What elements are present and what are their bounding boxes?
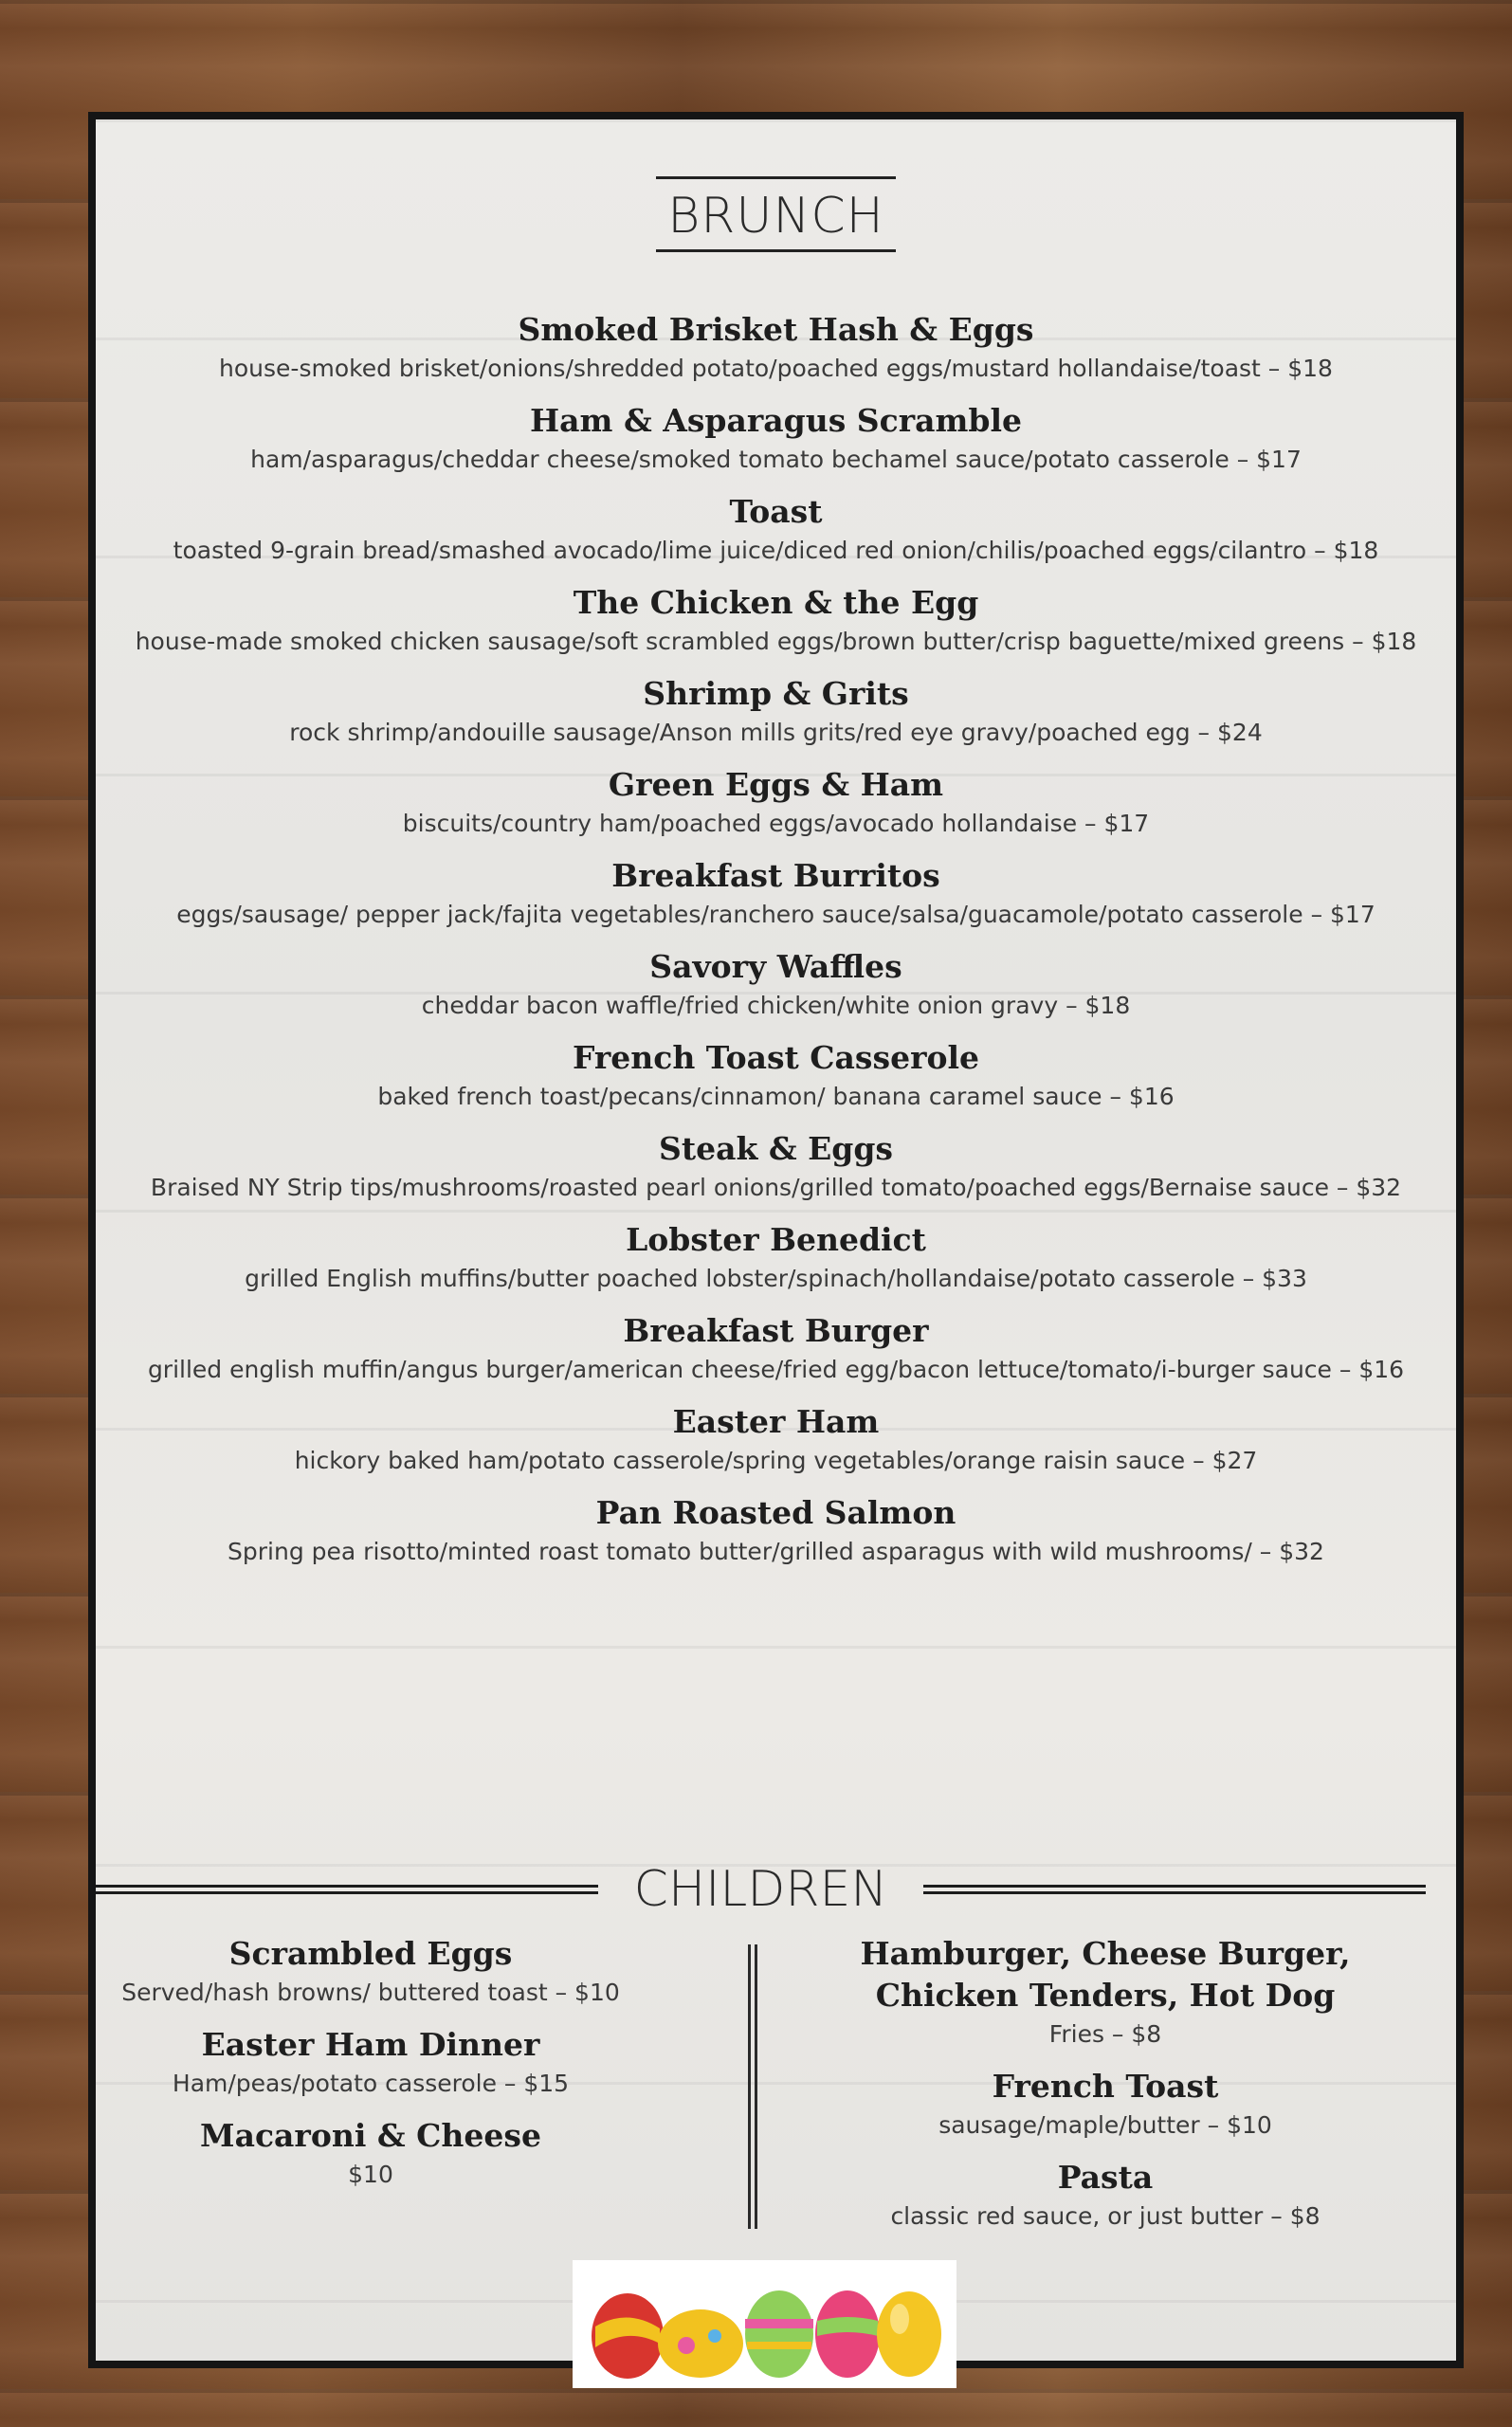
egg-2: [658, 2309, 743, 2378]
item-name: Macaroni & Cheese: [200, 2117, 541, 2154]
item-description: sausage/maple/butter – $10: [938, 2111, 1272, 2139]
item-description: grilled English muffins/butter poached lobster/spinach/hollandaise/potato casserole – $33: [245, 1265, 1307, 1292]
children-title: CHILDREN: [633, 1861, 888, 1918]
item-name: Easter Ham: [672, 1403, 880, 1440]
item-description: $10: [348, 2161, 393, 2188]
egg-5: [877, 2291, 941, 2377]
egg-3: [745, 2290, 813, 2378]
menu-item: [109, 309, 1443, 387]
item-name: Smoked Brisket Hash & Eggs: [518, 311, 1034, 348]
menu-panel: [88, 112, 1464, 2368]
item-description: baked french toast/pecans/cinnamon/ banana caramel sauce – $16: [377, 1083, 1175, 1110]
item-description: Braised NY Strip tips/mushrooms/roasted pearl onions/grilled tomato/poached eggs/Bernaise sauce – $32: [150, 1174, 1402, 1201]
heading-rule-left: [96, 1885, 598, 1894]
menu-item: [109, 764, 1443, 842]
menu-item: [105, 2024, 636, 2102]
menu-item: [109, 1310, 1443, 1388]
children-column-right: [797, 1933, 1413, 2248]
egg-3-band: [747, 2342, 811, 2349]
item-name: Easter Ham Dinner: [201, 2026, 540, 2063]
menu-item: [105, 2115, 636, 2193]
item-name: Lobster Benedict: [626, 1221, 926, 1258]
item-name: Pan Roasted Salmon: [595, 1494, 956, 1531]
egg-3-band: [745, 2319, 813, 2328]
item-name: French Toast: [992, 2068, 1219, 2105]
menu-item: [109, 1128, 1443, 1206]
heading-rule-right: [923, 1885, 1426, 1894]
item-name: Breakfast Burritos: [611, 857, 940, 894]
menu-item: [109, 1492, 1443, 1570]
item-description: Served/hash browns/ buttered toast – $10: [121, 1979, 620, 2006]
easter-eggs-image: [573, 2260, 956, 2388]
menu-item: [109, 946, 1443, 1024]
item-description: house-smoked brisket/onions/shredded potato/poached eggs/mustard hollandaise/toast – $18: [219, 355, 1333, 382]
item-name: Pasta: [1057, 2159, 1154, 2196]
item-description: hickory baked ham/potato casserole/spring vegetables/orange raisin sauce – $27: [294, 1447, 1258, 1474]
menu-item: [797, 1933, 1413, 2053]
menu-item: [109, 1401, 1443, 1479]
brunch-heading: BRUNCH: [96, 176, 1456, 252]
brunch-menu: [96, 309, 1456, 1583]
item-name: Shrimp & Grits: [643, 675, 909, 712]
menu-item: [105, 1933, 636, 2011]
menu-item: [109, 582, 1443, 660]
item-description: rock shrimp/andouille sausage/Anson mills grits/red eye gravy/poached egg – $24: [289, 719, 1263, 746]
egg-2-flower: [708, 2329, 721, 2343]
menu-item: [109, 1037, 1443, 1115]
easter-eggs-icon: [573, 2260, 956, 2388]
item-description: Fries – $8: [1048, 2020, 1162, 2048]
children-heading: [96, 1856, 1456, 1923]
item-name: Ham & Asparagus Scramble: [529, 402, 1022, 439]
item-name: Savory Waffles: [649, 948, 902, 985]
item-name: Steak & Eggs: [659, 1130, 893, 1167]
item-name: The Chicken & the Egg: [573, 584, 979, 621]
item-description: classic red sauce, or just butter – $8: [890, 2202, 1321, 2230]
item-description: ham/asparagus/cheddar cheese/smoked tomato bechamel sauce/potato casserole – $17: [250, 446, 1302, 473]
egg-2-flower: [678, 2337, 695, 2354]
menu-item: [109, 673, 1443, 751]
item-description: Ham/peas/potato casserole – $15: [172, 2070, 570, 2097]
item-description: eggs/sausage/ pepper jack/fajita vegetables/ranchero sauce/salsa/guacamole/potato casserole – $17: [176, 901, 1375, 928]
egg-5-highlight: [890, 2304, 909, 2334]
menu-item: [797, 2157, 1413, 2235]
item-name: Scrambled Eggs: [228, 1935, 513, 1972]
item-description: toasted 9-grain bread/smashed avocado/lime juice/diced red onion/chilis/poached eggs/cilantro – $18: [173, 537, 1379, 564]
menu-item: [109, 491, 1443, 569]
item-description: biscuits/country ham/poached eggs/avocado hollandaise – $17: [402, 810, 1150, 837]
item-name: Breakfast Burger: [623, 1312, 929, 1349]
menu-item: [109, 855, 1443, 933]
item-name: Hamburger, Cheese Burger, Chicken Tenders, Hot Dog: [860, 1935, 1351, 2014]
item-name: Toast: [729, 493, 823, 530]
children-column-left: [105, 1933, 636, 2206]
item-name: Green Eggs & Ham: [608, 766, 944, 803]
item-name: French Toast Casserole: [573, 1039, 979, 1076]
menu-item: [797, 2066, 1413, 2144]
menu-item: [109, 400, 1443, 478]
menu-item: [109, 1219, 1443, 1297]
item-description: grilled english muffin/angus burger/american cheese/fried egg/bacon lettuce/tomato/i-burger sauce – $16: [147, 1356, 1405, 1383]
column-divider: [748, 1944, 757, 2229]
item-description: cheddar bacon waffle/fried chicken/white onion gravy – $18: [421, 992, 1131, 1019]
item-description: house-made smoked chicken sausage/soft scrambled eggs/brown butter/crisp baguette/mixed greens – $18: [135, 628, 1417, 655]
item-description: Spring pea risotto/minted roast tomato butter/grilled asparagus with wild mushrooms/ – $32: [228, 1538, 1324, 1565]
